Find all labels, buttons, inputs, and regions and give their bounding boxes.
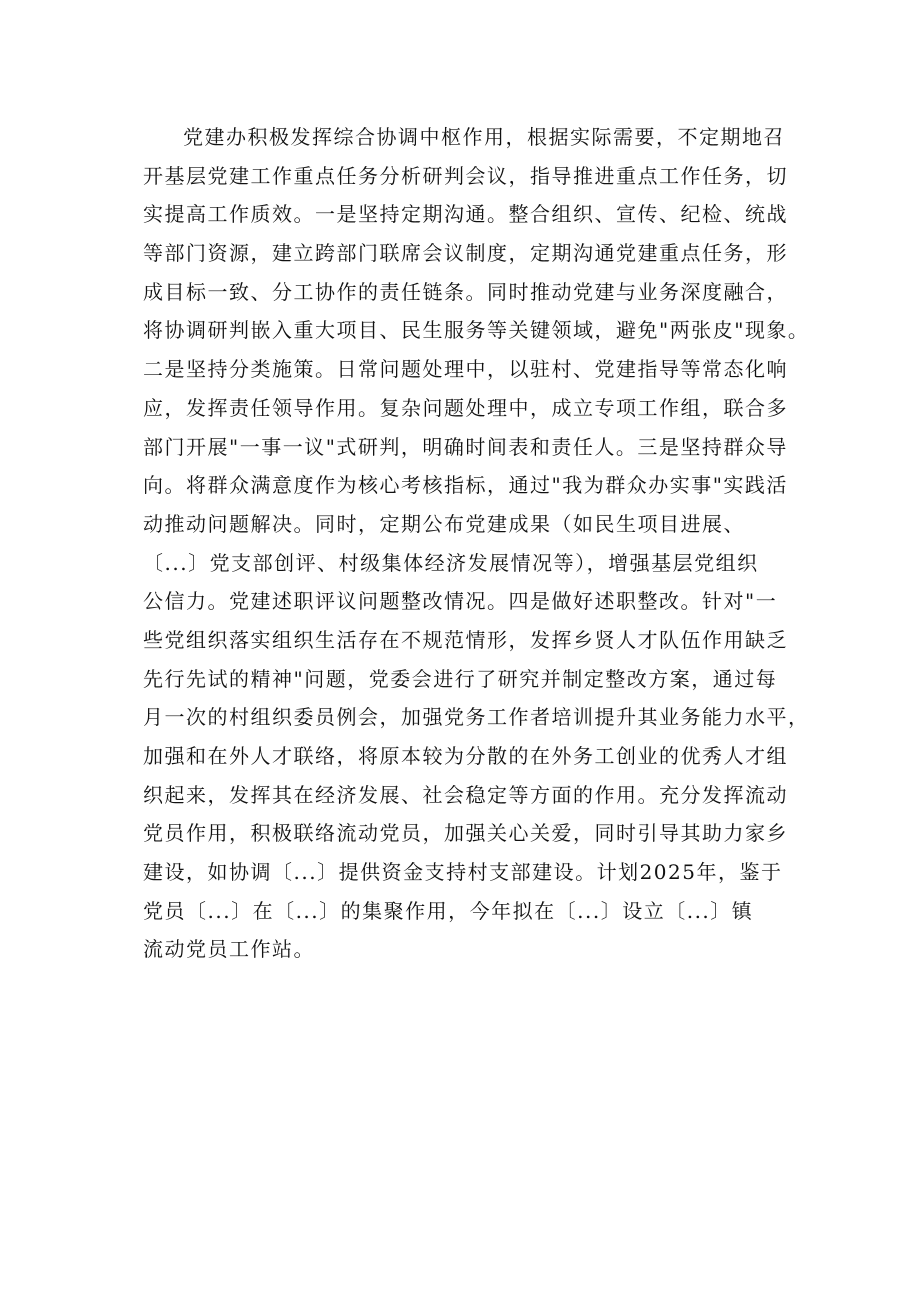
paragraph-line: 二是坚持分类施策。日常问题处理中，以驻村、党建指导等常态化响 — [143, 357, 788, 382]
paragraph-line: 党员〔...〕在〔...〕的集聚作用，今年拟在〔...〕设立〔...〕镇 — [143, 898, 754, 923]
paragraph-line: 成目标一致、分工协作的责任链条。同时推动党建与业务深度融合， — [143, 279, 788, 304]
paragraph-line: 动推动问题解决。同时，定期公布党建成果（如民生项目进展、 — [143, 511, 745, 536]
paragraph-line: 开基层党建工作重点任务分析研判会议，指导推进重点工作任务，切 — [143, 163, 788, 188]
paragraph-line: 月一次的村组织委员例会，加强党务工作者培训提升其业务能力水平， — [143, 705, 810, 730]
paragraph-line: 实提高工作质效。一是坚持定期沟通。整合组织、宣传、纪检、统战 — [143, 202, 788, 227]
paragraph-line: 先行先试的精神"问题，党委会进行了研究并制定整改方案，通过每 — [143, 666, 778, 691]
paragraph-line: 织起来，发挥其在经济发展、社会稳定等方面的作用。充分发挥流动 — [143, 782, 788, 807]
paragraph-line: 将协调研判嵌入重大项目、民生服务等关键领域，避免"两张皮"现象。 — [143, 318, 810, 343]
paragraph-line: 向。将群众满意度作为核心考核指标，通过"我为群众办实事"实践活 — [143, 473, 788, 498]
paragraph-line: 〔...〕党支部创评、村级集体经济发展情况等），增强基层党组织 — [143, 550, 759, 575]
paragraph-line: 部门开展"一事一议"式研判，明确时间表和责任人。三是坚持群众导 — [143, 434, 788, 459]
paragraph-line: 党员作用，积极联络流动党员，加强关心关爱，同时引导其助力家乡 — [143, 821, 788, 846]
paragraph-line: 些党组织落实组织生活存在不规范情形，发挥乡贤人才队伍作用缺乏 — [143, 627, 788, 652]
paragraph-line: 公信力。党建述职评议问题整改情况。四是做好述职整改。针对"一 — [143, 589, 778, 614]
body-paragraph — [143, 118, 810, 969]
paragraph-line: 等部门资源，建立跨部门联席会议制度，定期沟通党建重点任务，形 — [143, 241, 788, 266]
paragraph-line: 党建办积极发挥综合协调中枢作用，根据实际需要，不定期地召 — [183, 125, 785, 149]
paragraph-line: 加强和在外人才联络，将原本较为分散的在外务工创业的优秀人才组 — [143, 744, 788, 768]
paragraph-line: 应，发挥责任领导作用。复杂问题处理中，成立专项工作组，联合多 — [143, 395, 788, 420]
paragraph-line: 流动党员工作站。 — [143, 937, 315, 962]
paragraph-line: 建设，如协调〔...〕提供资金支持村支部建设。计划2025年，鉴于 — [143, 860, 783, 885]
